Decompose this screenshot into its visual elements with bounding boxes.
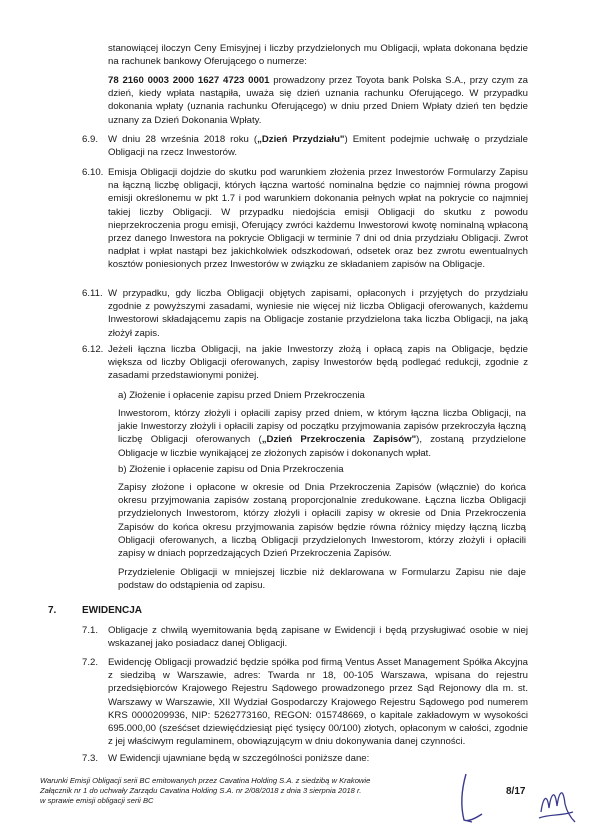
account-number: 78 2160 0003 2000 1627 4723 0001 bbox=[108, 75, 270, 86]
footer-line-3: w sprawie emisji obligacji serii BC bbox=[40, 796, 154, 805]
account-text: prowadzony przez Toyota bank Polska S.A., przy czym za dzień, kiedy wpłata nastąpiła, uważa się dzień uznania rachunku Oferującego. W przypadku dokonania wpłaty (uznania rachunku Oferującego) w dniu przed Dniem Wpłaty dzień ten będzie uznany za Dzień Dokonania Wpłaty. bbox=[108, 75, 528, 126]
footer-line-1: Warunki Emisji Obligacji serii BC emitowanych przez Cavatina Holding S.A. z siedzibą w Krakowie bbox=[40, 776, 371, 785]
subheading-6-12-a: a) Złożenie i opłacenie zapisu przed Dniem Przekroczenia bbox=[118, 390, 365, 401]
paragraph-account bbox=[108, 74, 528, 127]
section-number-7-3: 7.3. bbox=[82, 753, 99, 764]
paragraph-7-1: Obligacje z chwilą wyemitowania będą zapisane w Ewidencji i będą przysługiwać osobie w niej wskazanej jako posiadacz danej Obligacji. bbox=[108, 625, 528, 650]
paragraph-6-12-tail: Przydzielenie Obligacji w mniejszej liczbie niż deklarowana w Formularzu Zapisu nie daje podstaw do odstąpienia od zapisu. bbox=[118, 567, 526, 592]
text-6-9-pre: W dniu 28 września 2018 roku ( bbox=[108, 134, 258, 145]
signature-1 bbox=[452, 770, 492, 826]
section-number-6-10: 6.10. bbox=[82, 167, 104, 178]
paragraph-7-3: W Ewidencji ujawniane będą w szczególności poniższe dane: bbox=[108, 753, 370, 764]
paragraph-7-2: Ewidencję Obligacji prowadzić będzie spółka pod firmą Ventus Asset Management Spółka Akcyjna z siedzibą w Warszawie, adres: Twarda nr 18, 00-105 Warszawa, wpisana do rejestru przedsiębiorców Krajowego Rejestru Sądowego prowadzonego przez Sąd Rejonowy dla m. st. Warszawy w Warszawie, XII Wydział Gospodarczy Krajowego Rejestru Sądowego pod numerem KRS 0000209936, NIP: 5262773160, REGON: 015748669, o kapitale zakładowym w wysokości 695.000,00 (sześćset dziewięćdziesiąt pięć tysięcy 00/100) złotych, opłaconym w całości, zgodnie z jej właściwym regulaminem, obowiązującym w dniu dokonywania danej czynności. bbox=[108, 657, 528, 748]
section-number-7-2: 7.2. bbox=[82, 657, 99, 668]
section-number-6-12: 6.12. bbox=[82, 344, 104, 355]
section-title-ewidencja: EWIDENCJA bbox=[82, 605, 143, 616]
footer-line-2: Załącznik nr 1 do uchwały Zarządu Cavatina Holding S.A. nr 2/08/2018 z dnia 3 sierpnia 2018 r. bbox=[40, 786, 362, 795]
paragraph-6-10: Emisja Obligacji dojdzie do skutku pod warunkiem złożenia przez Inwestorów Formularzy Zapisu na łączną liczbę obligacji, których łączna wartość nominalna będzie co najmniej równa progowi emisji określonemu w pkt 1.7 i pod warunkiem dokonania pełnych wpłat na pokrycie co najmniej takiej liczby Obligacji. W przypadku niedojścia emisji Obligacji do skutku z powodu nieprzekroczenia progu emisji, Oferujący zwróci każdemu Inwestorowi kwotę nominalną wpłaconą przez danego Inwestora na pokrycie Obligacji w terminie 7 dni od dnia przydziału Obligacji. Zwrot nadpłat i wpłat nastąpi bez jakichkolwiek odszkodowań, odsetek oraz bez zwrotu ewentualnych kosztów poniesionych przez Inwestorów w związku ze składaniem zapisów na Obligacje. bbox=[108, 167, 528, 271]
text-6-9-post: ) Emitent podejmie uchwałę o przydziale Obligacji na rzecz Inwestorów. bbox=[108, 134, 528, 159]
paragraph-6-12: Jeżeli łączna liczba Obligacji, na jakie Inwestorzy złożą i opłacą zapis na Obligacje, będzie większa od liczby Obligacji oferowanych, zapisy Inwestorów będą podlegać redukcji, zgodnie z zasadami przedstawionymi poniżej. bbox=[108, 344, 528, 382]
footer-text bbox=[40, 776, 440, 806]
section-number-7: 7. bbox=[48, 605, 57, 616]
section-number-7-1: 7.1. bbox=[82, 625, 99, 636]
paragraph-6-12-b: Zapisy złożone i opłacone w okresie od Dnia Przekroczenia Zapisów (włącznie) do końca okresu przyjmowania zapisów zostaną proporcjonalnie zredukowane. Łączna liczba Obligacji przydzielonych Inwestorom, którzy złożyli i opłacili zapisy w okresie od Dnia Przekroczenia Zapisów do końca okresu przyjmowania zapisów będzie równa różnicy między łączną liczbą Obligacji oferowanych, a liczbą Obligacji przydzielonych Inwestorom, którzy złożyli i opłacili zapisy w dniach poprzedzających Dzień Przekroczenia Zapisów. bbox=[118, 482, 526, 560]
term-dzien-przekroczenia: „Dzień Przekroczenia Zapisów" bbox=[261, 434, 417, 446]
paragraph-payment: stanowiącej iloczyn Ceny Emisyjnej i liczby przydzielonych mu Obligacji, wpłata dokonana będzie na rachunek bankowy Oferującego o numerze: bbox=[108, 43, 528, 68]
term-dzien-przydzialu: „Dzień Przydziału" bbox=[257, 134, 345, 145]
section-number-6-11: 6.11. bbox=[82, 288, 103, 299]
subheading-6-12-b: b) Złożenie i opłacenie zapisu od Dnia Przekroczenia bbox=[118, 464, 344, 475]
page-number: 8/17 bbox=[506, 786, 526, 797]
paragraph-6-12-a bbox=[118, 407, 526, 460]
signature-2 bbox=[535, 778, 579, 828]
paragraph-6-11: W przypadku, gdy liczba Obligacji objętych zapisami, opłaconych i przyjętych do przydziału zgodnie z powyższymi zasadami, wyniesie nie więcej niż liczba Obligacji oferowanych, każdemu Inwestorowi składającemu zapis na Obligacje zostanie przydzielona taka liczba Obligacji, na jaką złożył zapis. bbox=[108, 288, 528, 339]
text-6-12-a-pre: Inwestorom, którzy złożyli i opłacili zapisy przed dniem, w którym łączna liczba Obligacji, na jakie Inwestorzy złożyli i opłacili zapisy od początku przyjmowania zapisów przekroczyła łączną liczbę Obligacji oferowanych ( bbox=[118, 408, 526, 446]
paragraph-6-9 bbox=[108, 133, 528, 159]
text-6-12-a-post: ), zostaną przydzielone Obligacje w liczbie wynikającej ze złożonych zapisów i dokonanych wpłat. bbox=[118, 434, 526, 459]
section-number-6-9: 6.9. bbox=[82, 134, 99, 145]
